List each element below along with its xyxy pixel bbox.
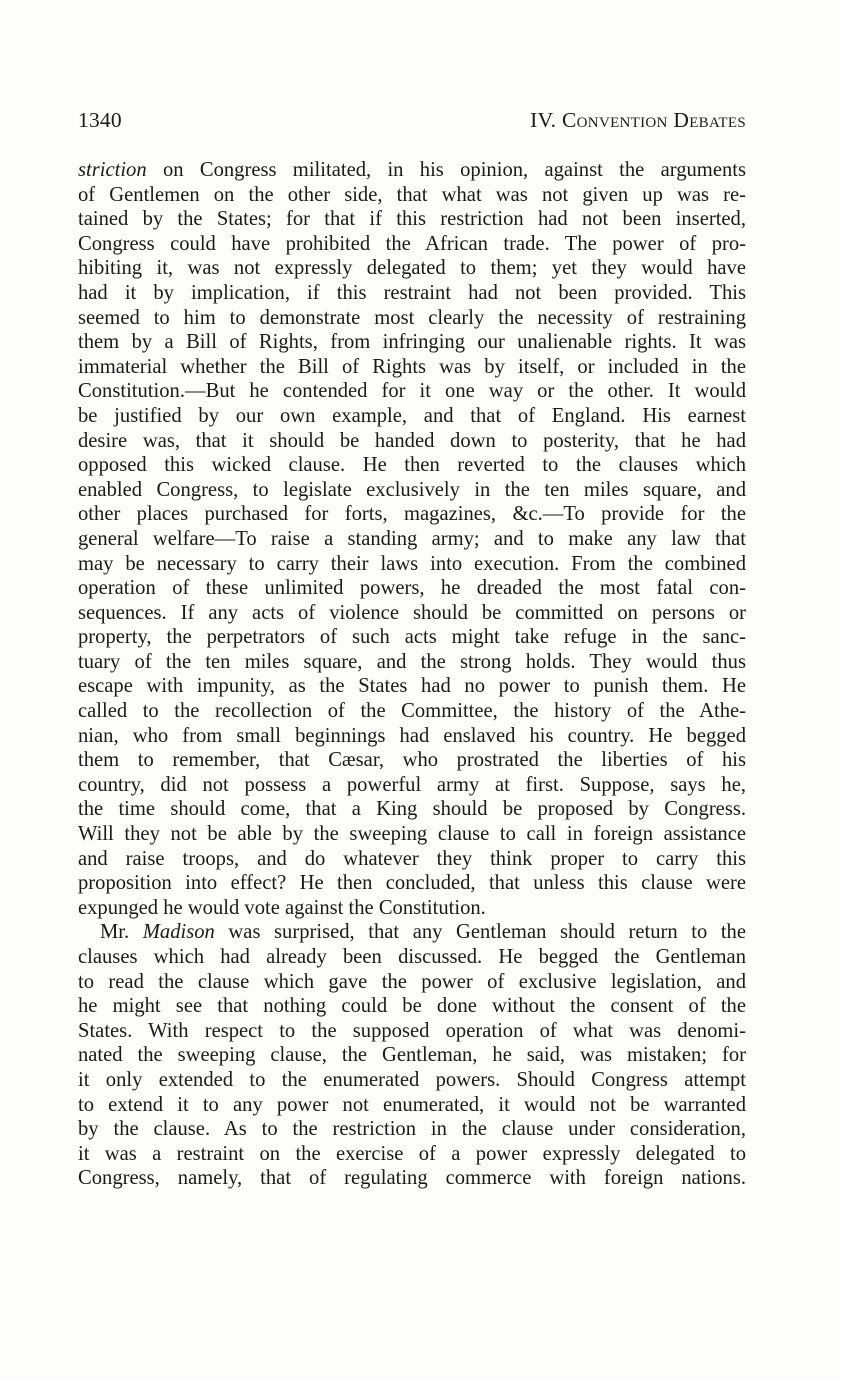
text-line: by the clause. As to the restriction in the clause under consideration,	[78, 1118, 746, 1141]
text-line: Will they not be able by the sweeping clause to call in foreign assistance	[78, 823, 746, 846]
page-number: 1340	[78, 108, 122, 132]
text-line: them to remember, that Cæsar, who prostrated the liberties of his	[78, 749, 746, 772]
text-line: Congress could have prohibited the African trade. The power of pro-	[78, 232, 746, 255]
text-line: escape with impunity, as the States had no power to punish them. He	[78, 675, 746, 698]
text-line: desire was, that it should be handed down to posterity, that he had	[78, 429, 746, 452]
text-line: Congress, namely, that of regulating commerce with foreign nations.	[78, 1167, 746, 1190]
text-line: nated the sweeping clause, the Gentleman, he said, was mistaken; for	[78, 1044, 746, 1067]
text-line: other places purchased for forts, magazines, &c.—To provide for the	[78, 503, 746, 526]
text-line: sequences. If any acts of violence should be committed on persons or	[78, 601, 746, 624]
text-line: expunged he would vote against the Constitution.	[78, 896, 486, 919]
text-line: had it by implication, if this restraint had not been provided. This	[78, 281, 746, 304]
text-line: may be necessary to carry their laws into execution. From the combined	[78, 552, 746, 575]
line-prefix: Mr.	[100, 921, 143, 944]
text-line: tuary of the ten miles square, and the strong holds. They would thus	[78, 650, 746, 673]
text-line: clauses which had already been discussed. He begged the Gentleman	[78, 946, 746, 968]
text-line: immaterial whether the Bill of Rights was by itself, or included in the	[78, 355, 746, 378]
text-line: the time should come, that a King should be proposed by Congress.	[78, 798, 746, 821]
running-head	[78, 108, 746, 138]
text-line: he might see that nothing could be done without the consent of the	[78, 995, 746, 1018]
text-line: tained by the States; for that if this restriction had not been inserted,	[78, 208, 746, 231]
text-line: them by a Bill of Rights, from infringing our unalienable rights. It was	[78, 331, 746, 354]
section-title: IV. Convention Debates	[530, 108, 746, 132]
text-line: proposition into effect? He then concluded, that unless this clause were	[78, 872, 746, 895]
text-line: country, did not possess a powerful army at first. Suppose, says he,	[78, 773, 746, 796]
text-line: enabled Congress, to legislate exclusively in the ten miles square, and	[78, 478, 746, 501]
text-line: Constitution.—But he contended for it one way or the other. It would	[78, 380, 746, 403]
text-line: it only extended to the enumerated powers. Should Congress attempt	[78, 1068, 746, 1091]
line-text: on Congress militated, in his opinion, against the arguments	[146, 159, 746, 181]
body-text	[78, 158, 746, 1191]
text-line: and raise troops, and do whatever they think proper to carry this	[78, 847, 746, 870]
text-line: seemed to him to demonstrate most clearly the necessity of restraining	[78, 306, 746, 329]
text-line: operation of these unlimited powers, he dreaded the most fatal con-	[78, 577, 746, 600]
text-line: it was a restraint on the exercise of a power expressly delegated to	[78, 1142, 746, 1165]
text-line: opposed this wicked clause. He then reverted to the clauses which	[78, 454, 746, 477]
text-line: to extend it to any power not enumerated, it would not be warranted	[78, 1093, 746, 1116]
text-line: property, the perpetrators of such acts might take refuge in the sanc-	[78, 626, 746, 649]
text-line: general welfare—To raise a standing army; and to make any law that	[78, 527, 746, 550]
text-line	[78, 158, 746, 183]
text-line: called to the recollection of the Committee, the history of the Athe-	[78, 700, 746, 723]
text-line: of Gentlemen on the other side, that what was not given up was re-	[78, 183, 746, 206]
speaker-name: Madison	[142, 921, 215, 944]
text-line: to read the clause which gave the power of exclusive legislation, and	[78, 970, 746, 993]
text-line: hibiting it, was not expressly delegated to them; yet they would have	[78, 257, 746, 280]
text-line: nian, who from small beginnings had enslaved his country. He begged	[78, 724, 746, 747]
text-line	[78, 920, 746, 945]
text-line: States. With respect to the supposed operation of what was denomi-	[78, 1019, 746, 1042]
text-line: be justified by our own example, and that of England. His earnest	[78, 404, 746, 427]
line-text: was surprised, that any Gentleman should return to the	[214, 921, 746, 944]
italic-word: striction	[78, 159, 147, 181]
